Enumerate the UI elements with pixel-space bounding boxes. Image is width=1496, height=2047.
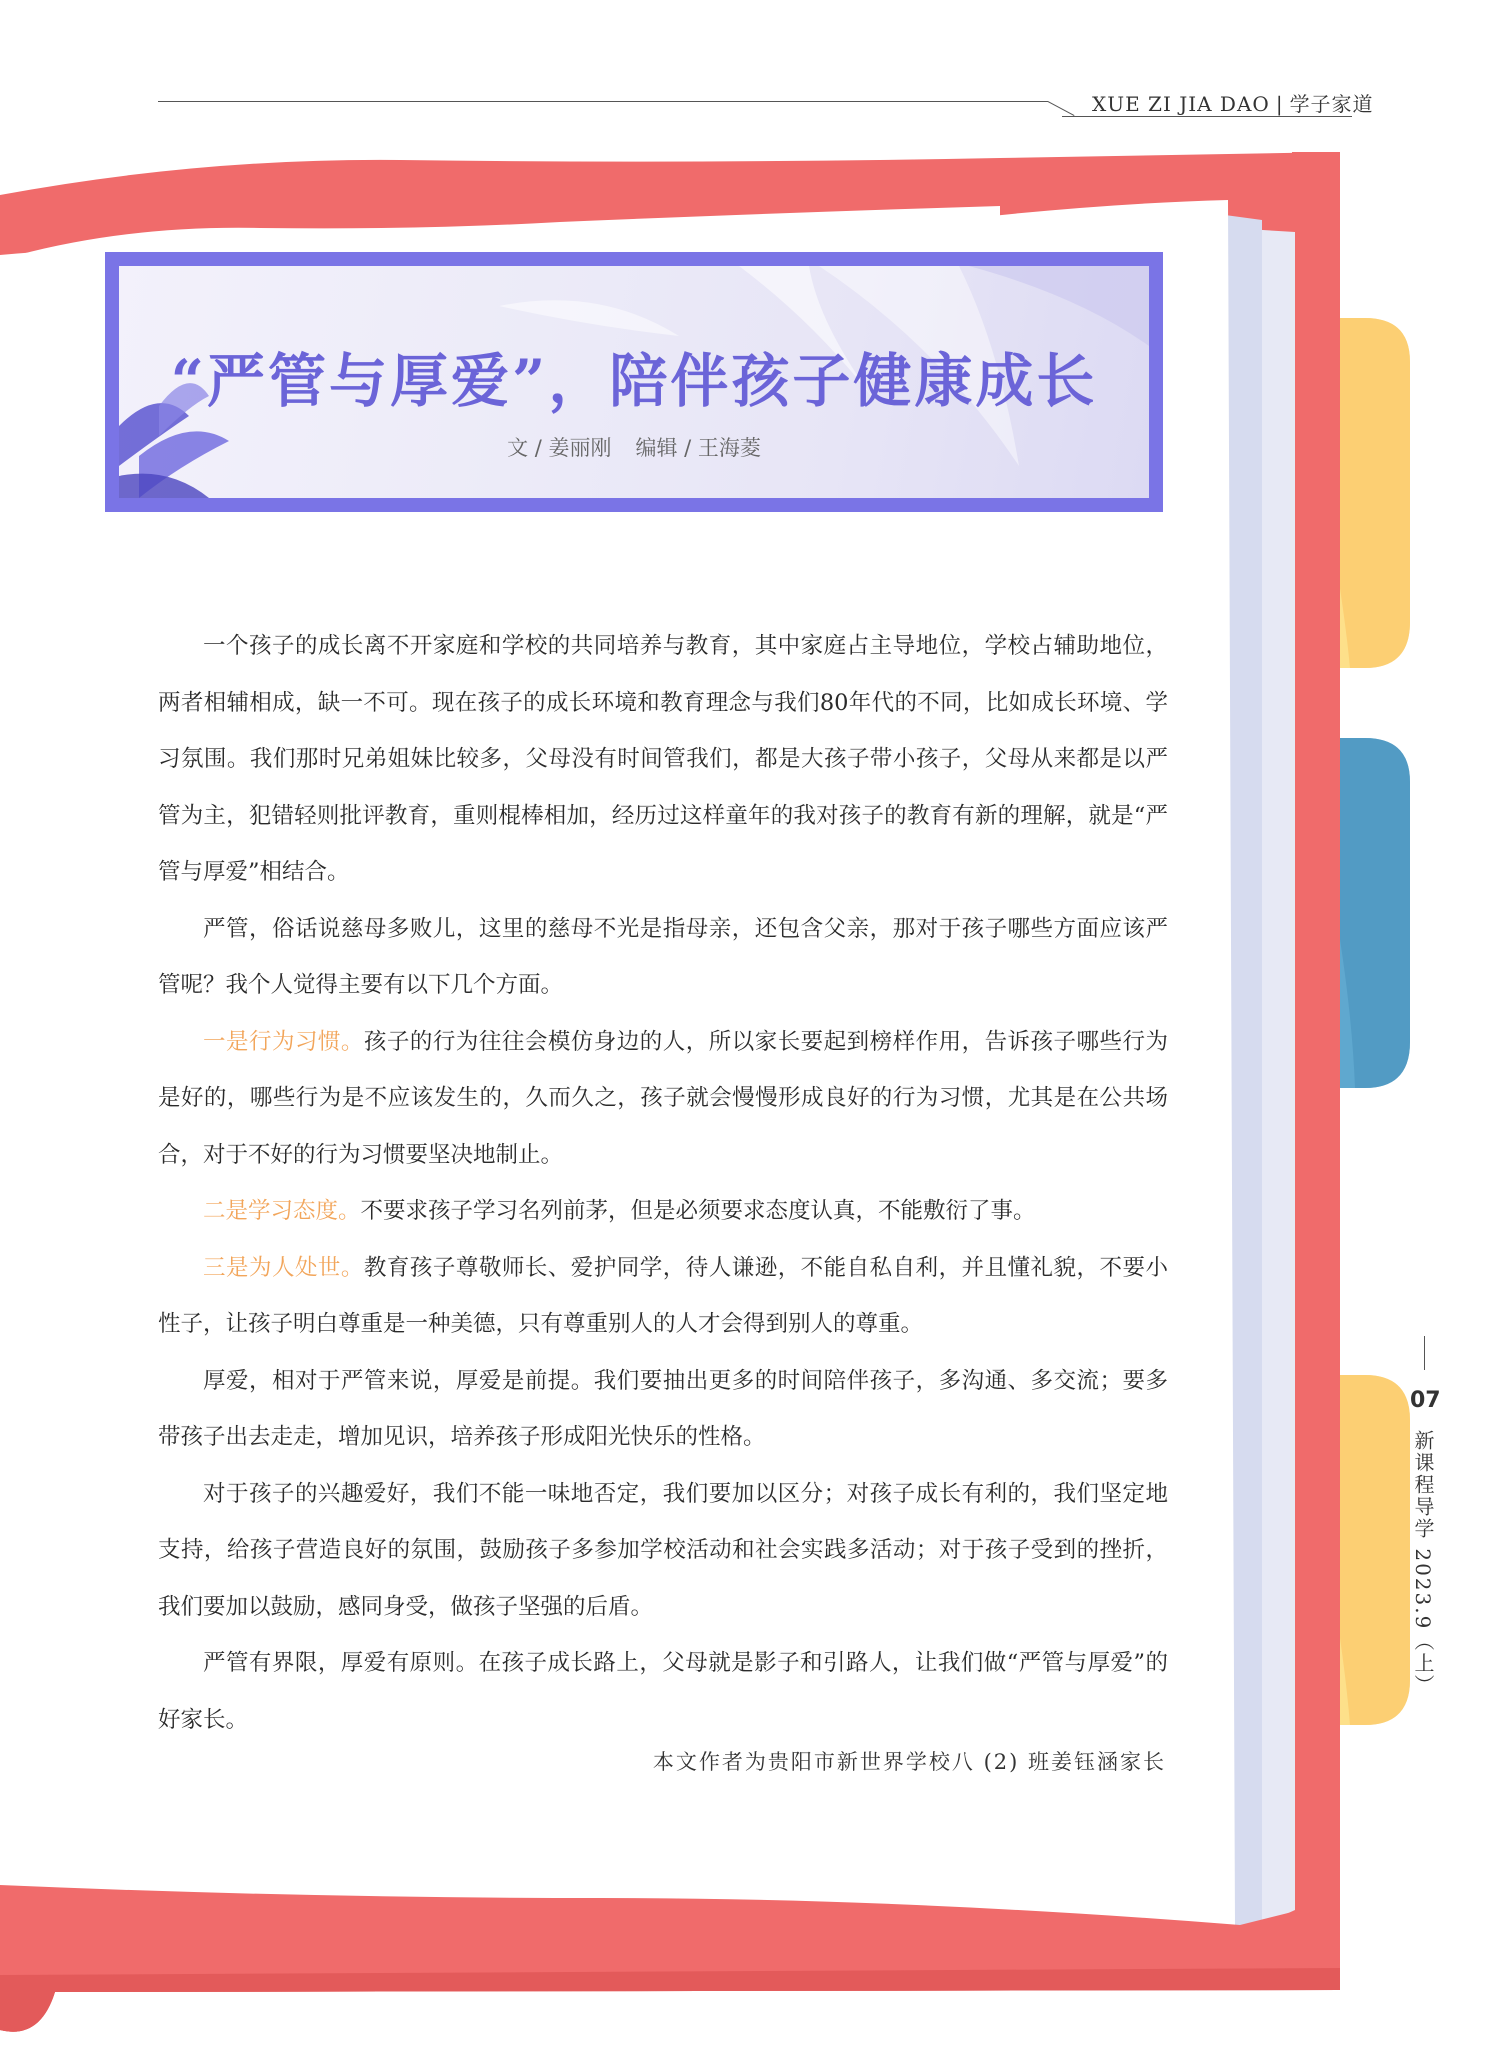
paragraph (158, 1014, 1168, 1184)
byline (119, 432, 1149, 462)
paragraph (158, 618, 1168, 901)
paragraph (158, 1183, 1168, 1240)
paragraph-text: 对于孩子的兴趣爱好，我们不能一味地否定，我们要加以区分；对孩子成长有利的，我们坚定地支持，给孩子营造良好的氛围，鼓励孩子多参加学校活动和社会实践多活动；对于孩子受到的挫折，我们要加以鼓励，感同身受，做孩子坚强的后盾。 (158, 1480, 1168, 1620)
paragraph (158, 1240, 1168, 1353)
editor: 编辑 / 王海菱 (635, 436, 761, 460)
header-pinyin: XUE ZI JIA DAO (1092, 92, 1270, 116)
header-rule (158, 101, 1048, 102)
author: 文 / 姜丽刚 (507, 436, 612, 460)
article-body (158, 618, 1168, 1748)
paragraph (158, 1635, 1168, 1748)
publication-name: 新课程导学 (1411, 1430, 1435, 1540)
author-note: 本文作者为贵阳市新世界学校八 (2) 班姜钰涵家长 (652, 1750, 1166, 1774)
side-rule (1424, 1336, 1425, 1370)
paragraph (158, 1466, 1168, 1636)
title-banner (105, 252, 1163, 512)
paragraph-text: 一个孩子的成长离不开家庭和学校的共同培养与教育，其中家庭占主导地位，学校占辅助地位，两者相辅相成，缺一不可。现在孩子的成长环境和教育理念与我们80年代的不同，比如成长环境、学习氛围。我们那时兄弟姐妹比较多，父母没有时间管我们，都是大孩子带小孩子，父母从来都是以严管为主，犯错轻则批评教育，重则棍棒相加，经历过这样童年的我对孩子的教育有新的理解，就是“严管与厚爱”相结合。 (158, 633, 1168, 885)
paragraph-text: 严管，俗话说慈母多败儿，这里的慈母不光是指母亲，还包含父亲，那对于孩子哪些方面应该严管呢？我个人觉得主要有以下几个方面。 (158, 915, 1168, 998)
paragraph (158, 1353, 1168, 1466)
paragraph (158, 901, 1168, 1014)
paragraph-lead: 一是行为习惯。 (203, 1028, 364, 1055)
paragraph-lead: 二是学习态度。 (203, 1198, 361, 1224)
page-number: 07 (1410, 1388, 1441, 1413)
issue-date: 2023.9（上） (1411, 1548, 1435, 1697)
header-separator: | (1275, 92, 1284, 116)
running-header (1092, 88, 1374, 117)
header-column: 学子家道 (1289, 92, 1374, 116)
publication-info (1412, 1430, 1438, 1696)
paragraph-text: 不要求孩子学习名列前茅，但是必须要求态度认真，不能敷衍了事。 (360, 1198, 1036, 1224)
article-title: “严管与厚爱”，陪伴孩子健康成长 (170, 347, 1098, 415)
paragraph-text: 教育孩子尊敬师长、爱护同学，待人谦逊，不能自私自利，并且懂礼貌，不要小性子，让孩子明白尊重是一种美德，只有尊重别人的人才会得到别人的尊重。 (158, 1254, 1168, 1337)
paragraph-text: 孩子的行为往往会模仿身边的人，所以家长要起到榜样作用，告诉孩子哪些行为是好的，哪些行为是不应该发生的，久而久之，孩子就会慢慢形成良好的行为习惯，尤其是在公共场合，对于不好的行为习惯要坚决地制止。 (158, 1028, 1168, 1168)
paragraph-text: 厚爱，相对于严管来说，厚爱是前提。我们要抽出更多的时间陪伴孩子，多沟通、多交流；要多带孩子出去走走，增加见识，培养孩子形成阳光快乐的性格。 (158, 1367, 1168, 1450)
paragraph-lead: 三是为人处世。 (203, 1254, 364, 1281)
title-banner-inner (119, 266, 1149, 498)
paragraph-text: 严管有界限，厚爱有原则。在孩子成长路上，父母就是影子和引路人，让我们做“严管与厚爱”的好家长。 (158, 1650, 1168, 1733)
